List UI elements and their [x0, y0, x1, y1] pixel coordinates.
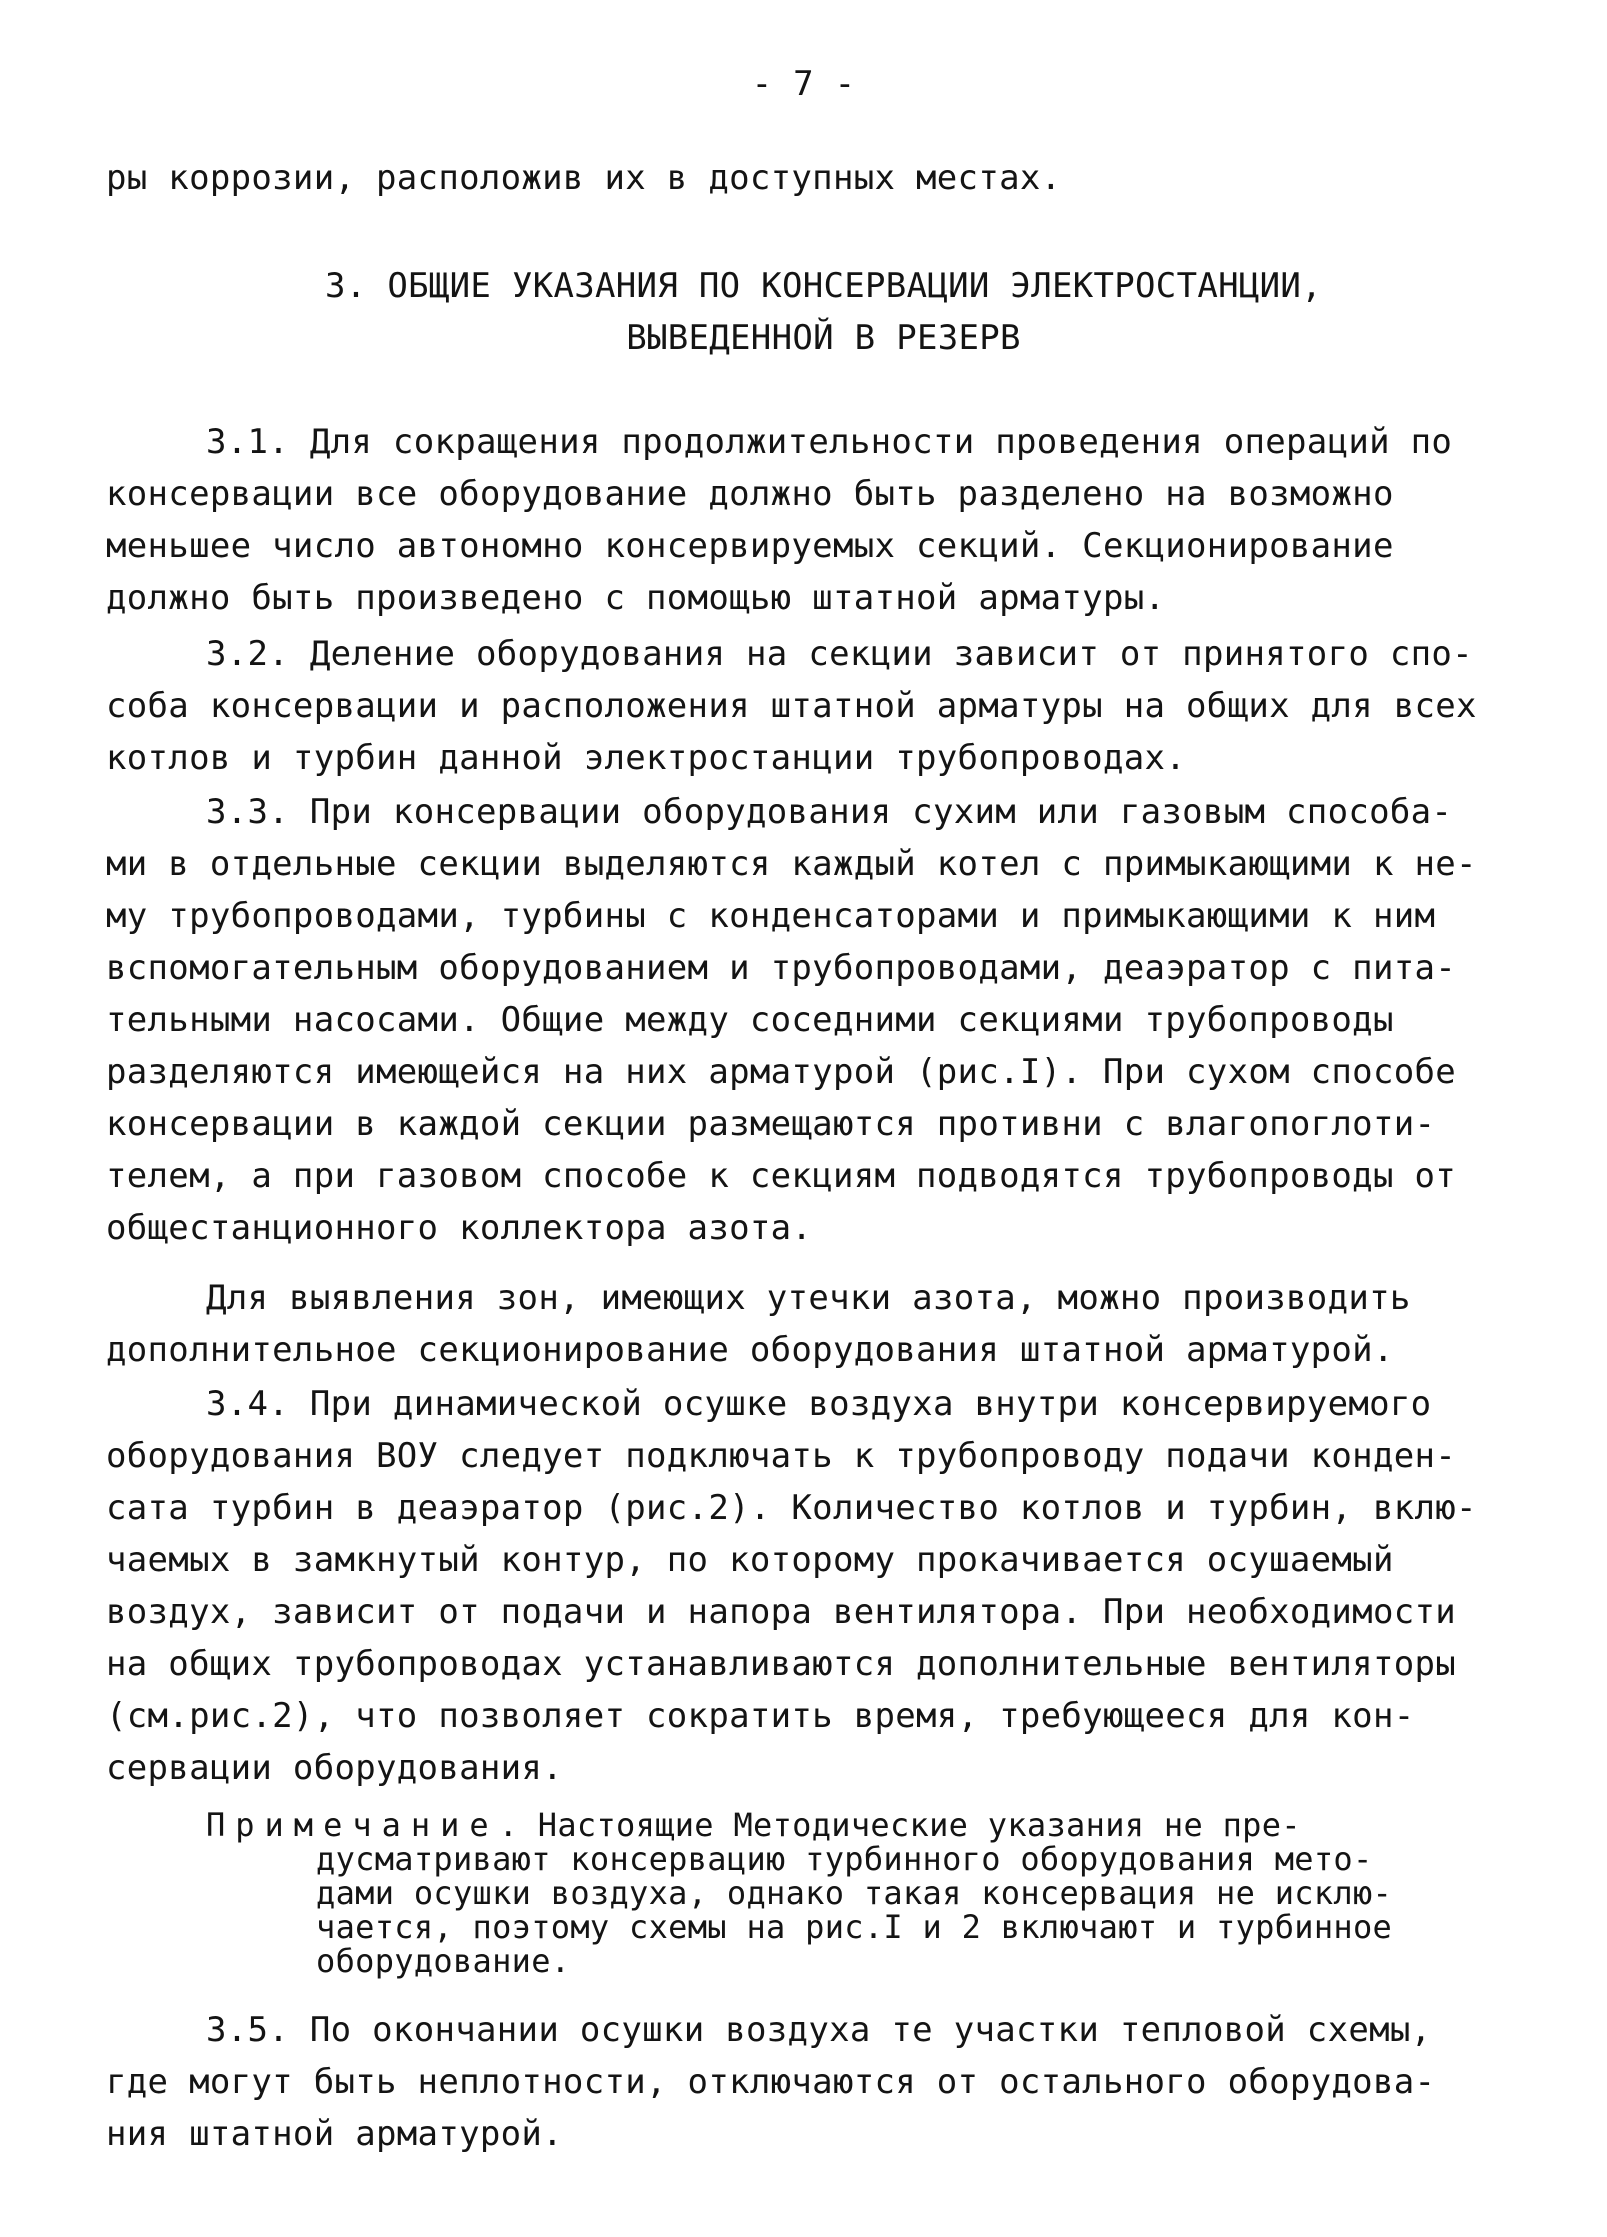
paragraph-3-1-line: консервации все оборудование должно быть разделено на возможно	[106, 474, 1394, 514]
paragraph-3-2-line: соба консервации и расположения штатной арматуры на общих для всех	[106, 686, 1477, 726]
paragraph-3-1-line: меньшее число автономно консервируемых секций. Секционирование	[106, 526, 1394, 566]
paragraph-3-1-line: 3.1. Для сокращения продолжительности проведения операций по	[206, 422, 1453, 462]
note-label: Примечание	[206, 1806, 499, 1844]
paragraph-3-3-line: разделяются имеющейся на них арматурой (рис.I). При сухом способе	[106, 1052, 1457, 1092]
note-line: дами осушки воздуха, однако такая консервация не исклю-	[316, 1874, 1393, 1912]
note-line: дусматривают консервацию турбинного оборудования мето-	[316, 1840, 1373, 1878]
note-line: оборудование.	[316, 1942, 571, 1980]
paragraph-3-5-line: 3.5. По окончании осушки воздуха те участки тепловой схемы,	[206, 2010, 1432, 2050]
paragraph-3-3-continuation-line: дополнительное секционирование оборудования штатной арматурой.	[106, 1330, 1394, 1370]
paragraph-3-4-line: сервации оборудования.	[106, 1748, 563, 1788]
paragraph-3-3-line: консервации в каждой секции размещаются противни с влагопоглоти-	[106, 1104, 1436, 1144]
paragraph-3-2-line: 3.2. Деление оборудования на секции зависит от принятого спо-	[206, 634, 1473, 674]
paragraph-3-3-line: му трубопроводами, турбины с конденсаторами и примыкающими к ним	[106, 896, 1436, 936]
paragraph-3-4-line: 3.4. При динамической осушке воздуха внутри консервируемого	[206, 1384, 1432, 1424]
paragraph-3-3-continuation-line: Для выявления зон, имеющих утечки азота, можно производить	[206, 1278, 1411, 1318]
paragraph-3-1-line: должно быть произведено с помощью штатной арматуры.	[106, 578, 1166, 618]
intro-line: ры коррозии, расположив их в доступных местах.	[106, 158, 1062, 198]
paragraph-3-4-line: на общих трубопроводах устанавливаются дополнительные вентиляторы	[106, 1644, 1457, 1684]
paragraph-3-3-line: ми в отдельные секции выделяются каждый котел с примыкающими к не-	[106, 844, 1477, 884]
paragraph-3-3-line: 3.3. При консервации оборудования сухим или газовым способа-	[206, 792, 1453, 832]
paragraph-3-3-line: вспомогательным оборудованием и трубопроводами, деаэратор с пита-	[106, 948, 1457, 988]
paragraph-3-5-line: ния штатной арматурой.	[106, 2114, 563, 2154]
paragraph-3-2-line: котлов и турбин данной электростанции трубопроводах.	[106, 738, 1187, 778]
paragraph-3-5-line: где могут быть неплотности, отключаются от остального оборудова-	[106, 2062, 1436, 2102]
paragraph-3-4-line: (см.рис.2), что позволяет сократить время, требующееся для кон-	[106, 1696, 1415, 1736]
note-line: чается, поэтому схемы на рис.I и 2 включают и турбинное	[316, 1908, 1393, 1946]
note-first-line-text: . Настоящие Методические указания не пре-	[498, 1806, 1301, 1844]
paragraph-3-4-line: оборудования ВОУ следует подключать к трубопроводу подачи конден-	[106, 1436, 1457, 1476]
section-heading-line-1: 3. ОБЩИЕ УКАЗАНИЯ ПО КОНСЕРВАЦИИ ЭЛЕКТРОСТАНЦИИ,	[325, 266, 1322, 306]
paragraph-3-4-line: чаемых в замкнутый контур, по которому прокачивается осушаемый	[106, 1540, 1394, 1580]
note-first-line	[206, 1808, 1301, 1842]
paragraph-3-3-line: тельными насосами. Общие между соседними секциями трубопроводы	[106, 1000, 1394, 1040]
section-heading-line-2: ВЫВЕДЕННОЙ В РЕЗЕРВ	[626, 318, 1021, 358]
paragraph-3-4-line: воздух, зависит от подачи и напора вентилятора. При необходимости	[106, 1592, 1457, 1632]
paragraph-3-4-line: сата турбин в деаэратор (рис.2). Количество котлов и турбин, вклю-	[106, 1488, 1477, 1528]
paragraph-3-3-line: общестанционного коллектора азота.	[106, 1208, 813, 1248]
page-number: - 7 -	[751, 64, 856, 104]
paragraph-3-3-line: телем, а при газовом способе к секциям подводятся трубопроводы от	[106, 1156, 1457, 1196]
